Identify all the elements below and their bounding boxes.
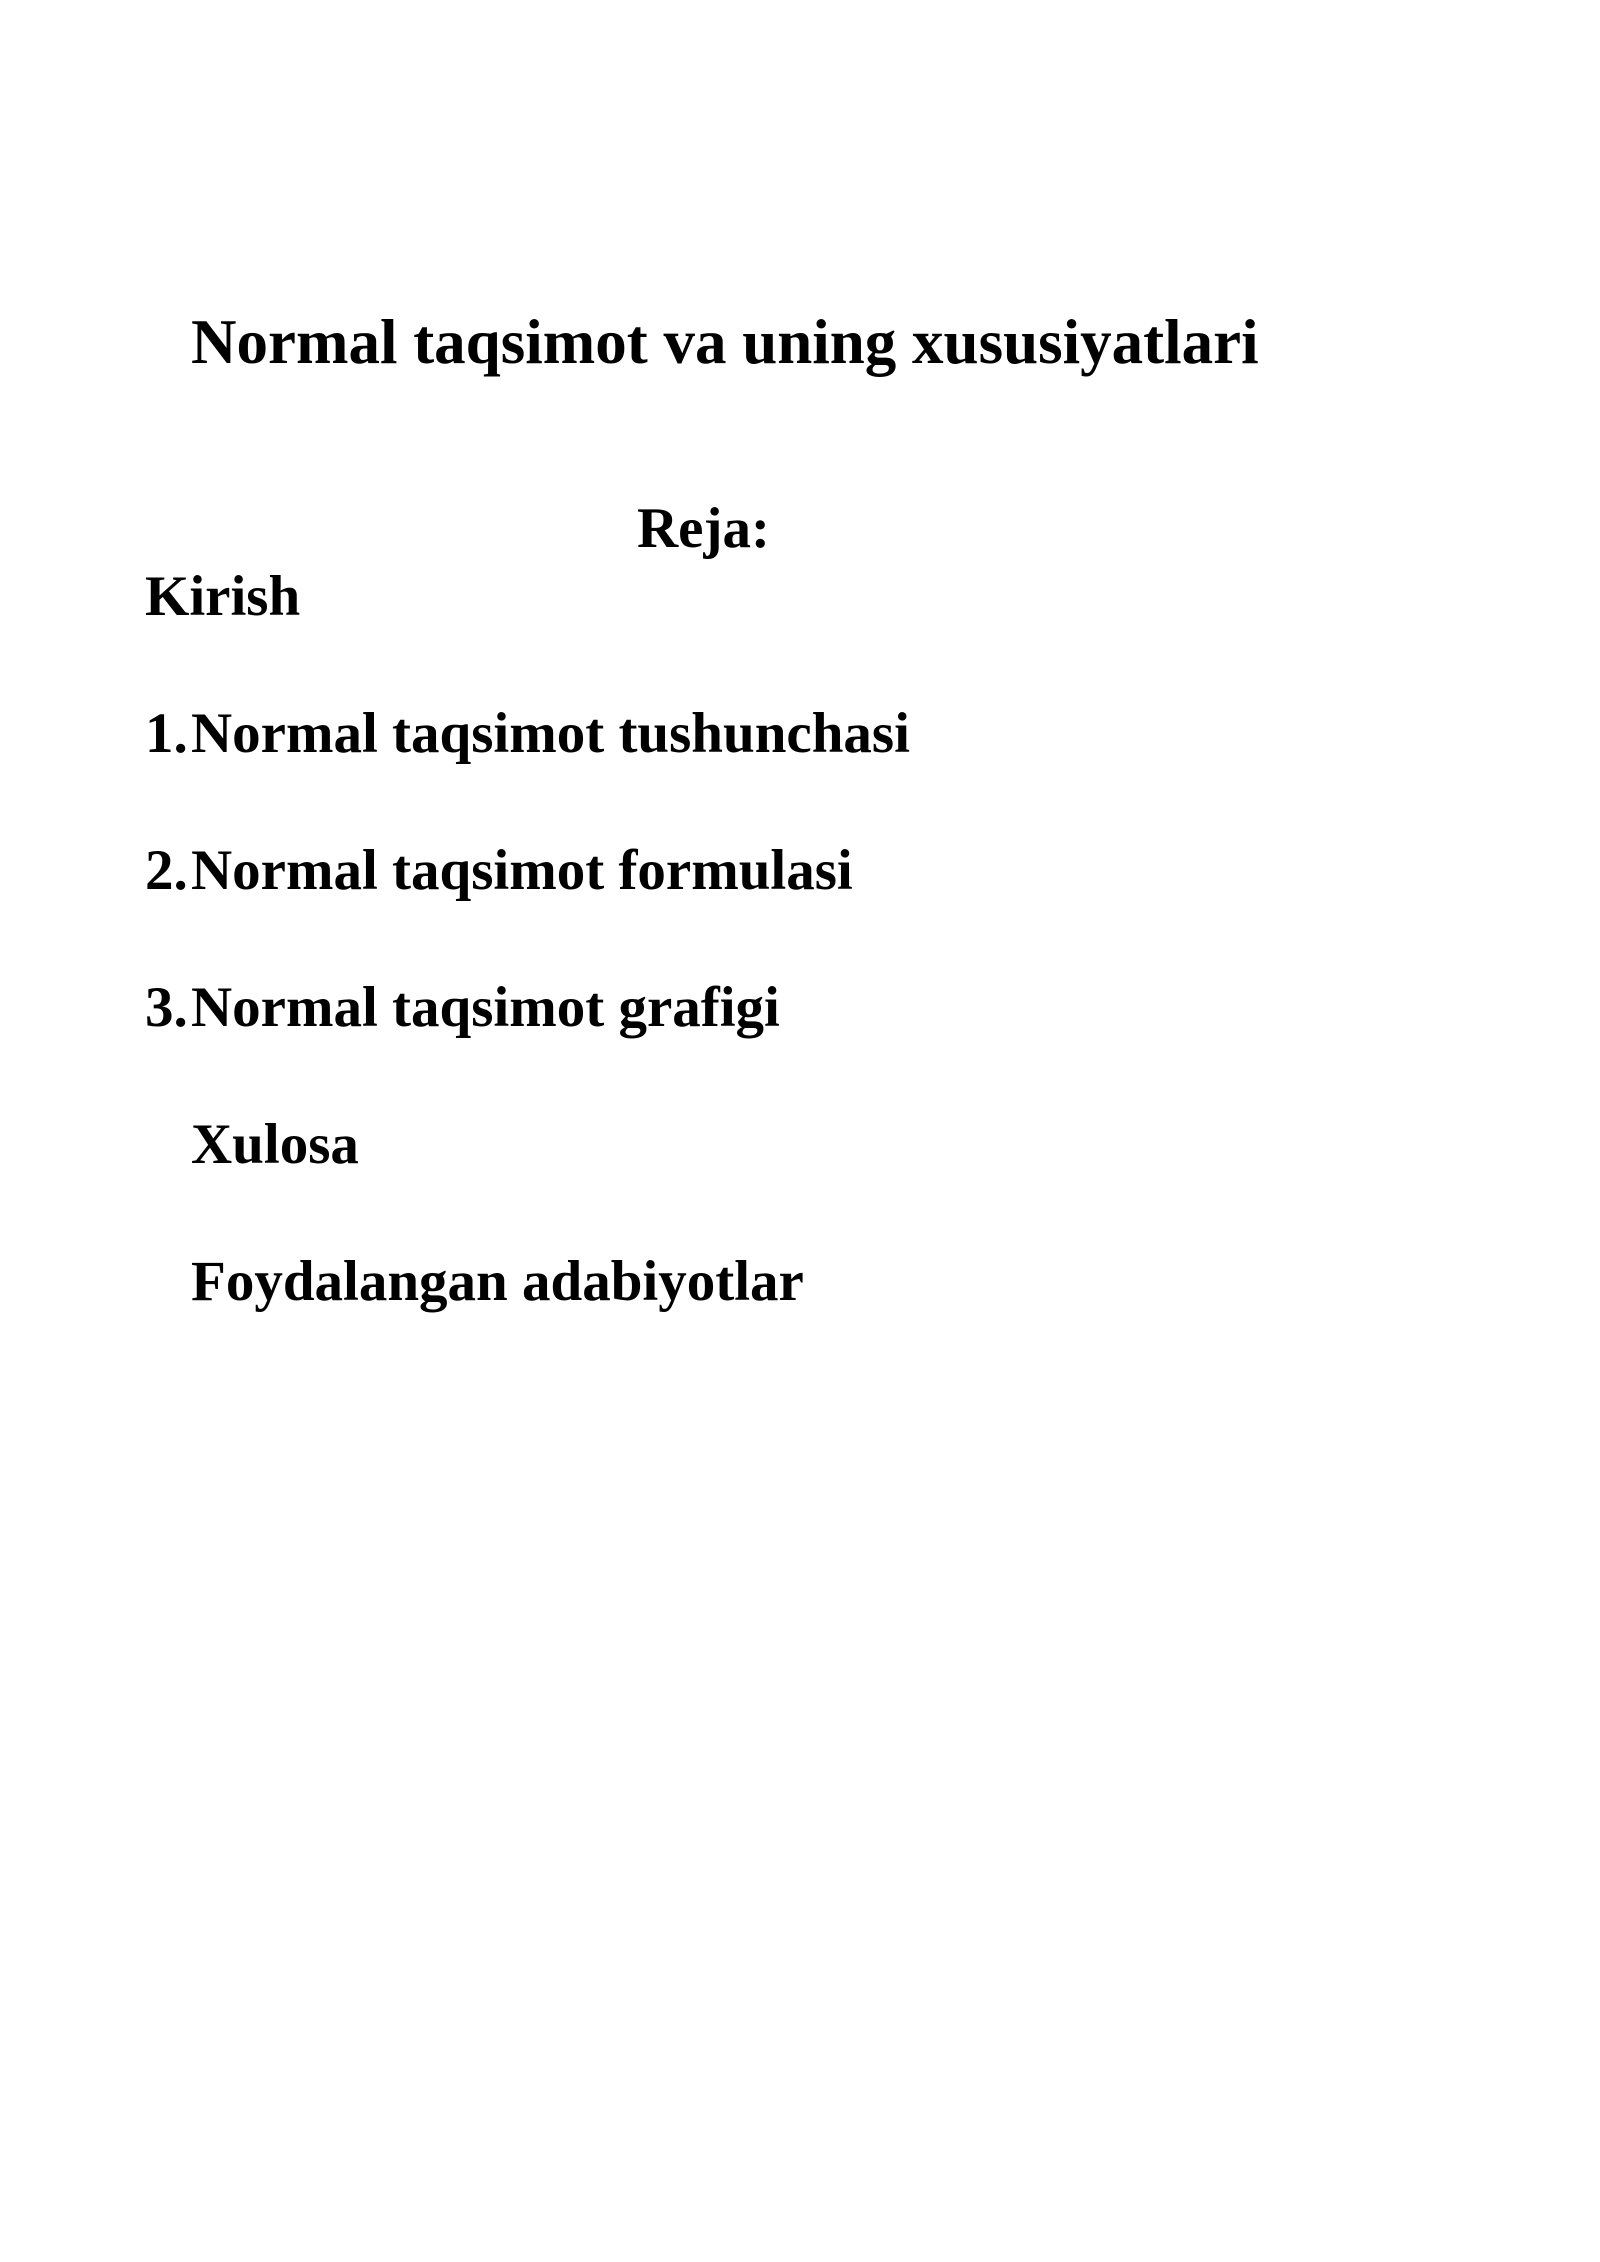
plan-item-number: 1.	[145, 702, 188, 765]
plan-item-number: 3.	[145, 976, 188, 1039]
plan-item-text: Normal taqsimot grafigi	[191, 976, 780, 1039]
plan-heading: Reja:	[637, 497, 770, 560]
plan-item-2	[145, 840, 853, 903]
plan-item-3	[145, 977, 780, 1040]
plan-item-text: Normal taqsimot formulasi	[191, 839, 853, 902]
references-entry: Foydalangan adabiyotlar	[191, 1250, 804, 1313]
plan-item-1	[145, 703, 910, 766]
document-title: Normal taqsimot va uning xususiyatlari	[191, 307, 1259, 377]
intro-entry: Kirish	[145, 565, 301, 628]
plan-item-number: 2.	[145, 839, 188, 902]
conclusion-entry: Xulosa	[191, 1113, 359, 1176]
plan-item-text: Normal taqsimot tushunchasi	[191, 702, 910, 765]
